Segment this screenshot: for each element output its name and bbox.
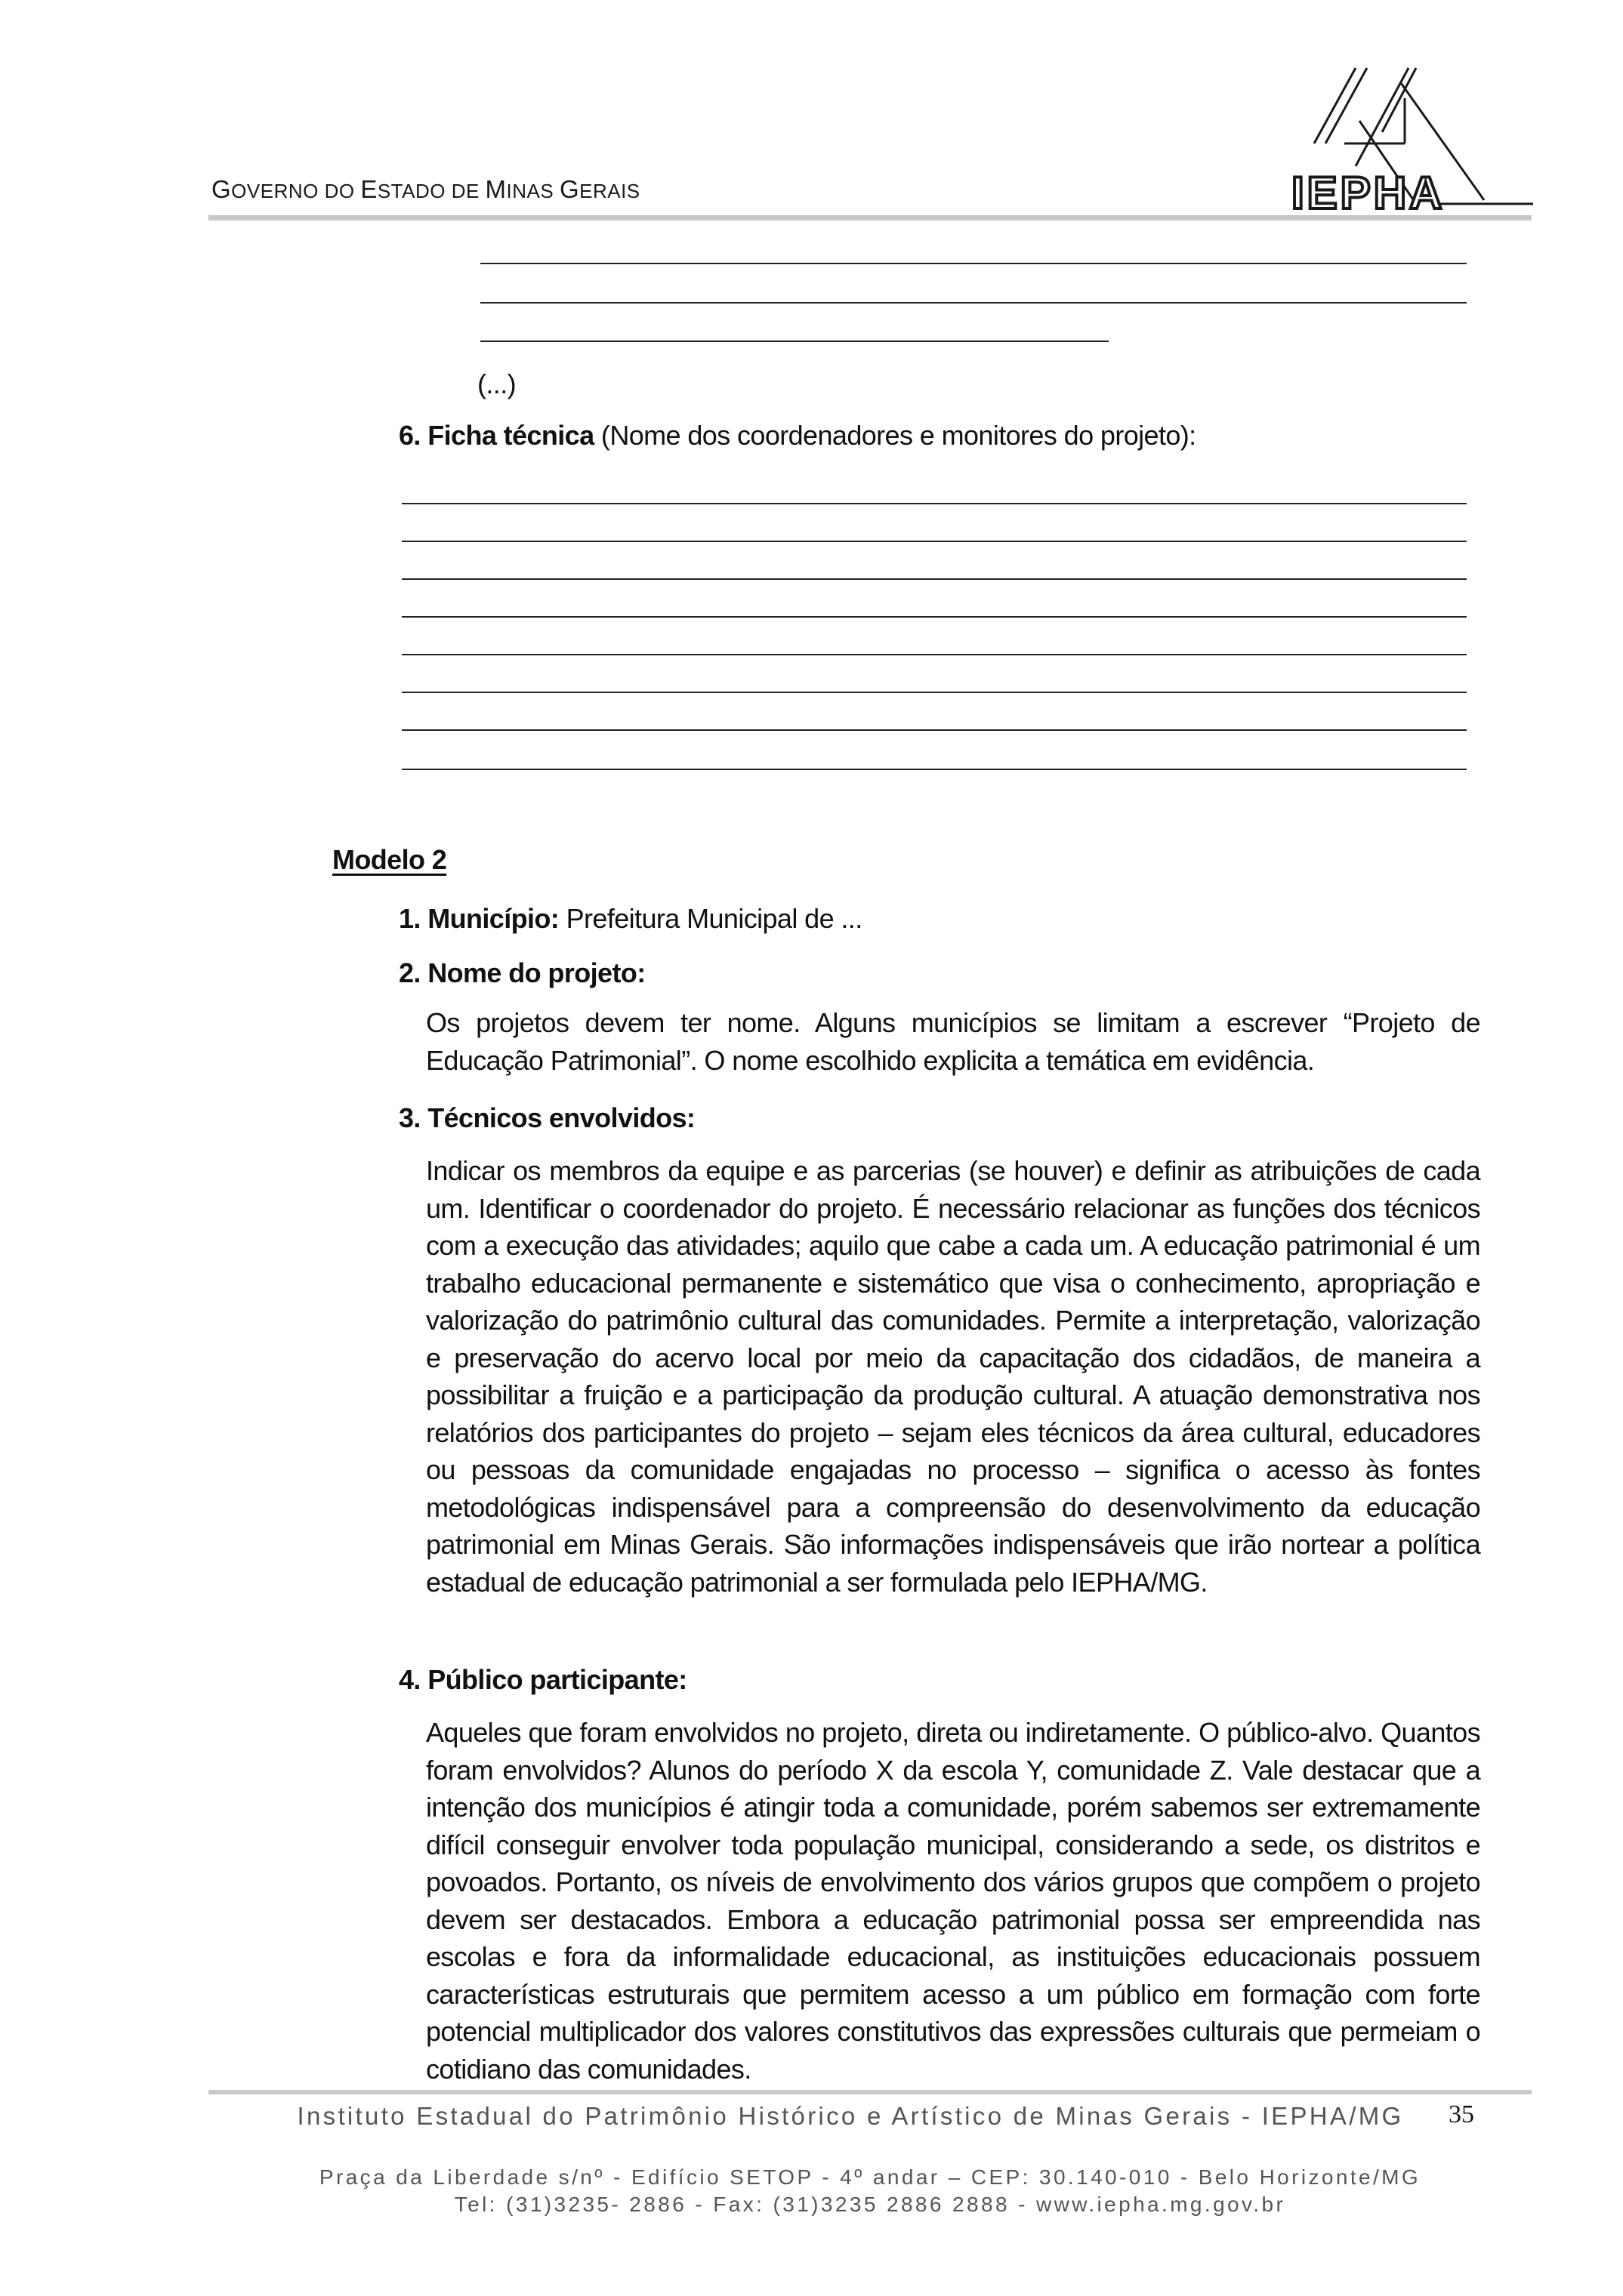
footer-divider xyxy=(208,2090,1532,2094)
blank-line xyxy=(480,302,1467,304)
item-6-title: 6. Ficha técnica xyxy=(399,420,594,451)
item-4-paragraph: Aqueles que foram envolvidos no projeto, direta ou indiretamente. O público-alvo. Quantos foram envolvidos? Alunos do período X da escola Y, comunidade Z. Vale destacar que a intenção dos municípios é atingir toda a comunidade, porém sabemos ser extremamente difícil conseguir envolver toda população municipal, considerando a sede, os distritos e povoados. Portanto, os níveis de envolvimento dos vários grupos que compõem o projeto devem ser destacados. Embora a educação patrimonial possa ser empreendida nas escolas e fora da informalidade educacional, as instituições educacionais possuem características estruturais que permitem acesso a um público em formação com forte potencial multiplicador dos valores constitutivos das expressões culturais que permeiam o cotidiano das comunidades. xyxy=(426,1717,1480,2085)
blank-line xyxy=(480,341,1109,342)
footer-address-block xyxy=(208,2164,1532,2218)
header-cap-4: G xyxy=(559,175,580,203)
blank-line xyxy=(402,503,1467,504)
item-3-title: 3. Técnicos envolvidos: xyxy=(399,1102,696,1133)
header-cap-1: G xyxy=(211,175,232,203)
header-divider xyxy=(208,215,1532,220)
item-6-ficha-tecnica xyxy=(399,420,1196,451)
item-1-value: Prefeitura Municipal de ... xyxy=(559,903,862,934)
item-1-municipio xyxy=(399,903,862,935)
footer-institute: Instituto Estadual do Patrimônio Histórico e Artístico de Minas Gerais - IEPHA/MG xyxy=(297,2102,1404,2130)
logo-text: IEPHA xyxy=(1291,168,1446,211)
header-cap-2: E xyxy=(360,175,378,203)
header-rest-3: INAS xyxy=(506,180,560,202)
item-4-title: 4. Público participante: xyxy=(399,1664,687,1695)
iepha-logo xyxy=(1284,60,1533,211)
item-6-description: (Nome dos coordenadores e monitores do projeto): xyxy=(594,420,1196,451)
ellipsis-text: (...) xyxy=(477,368,516,399)
blank-line xyxy=(402,578,1467,580)
blank-line xyxy=(402,692,1467,693)
footer-contact: Tel: (31)3235- 2886 - Fax: (31)3235 2886 2888 - www.iepha.mg.gov.br xyxy=(454,2193,1286,2216)
header-rest-1: OVERNO DO xyxy=(231,180,361,202)
item-3-paragraph: Indicar os membros da equipe e as parcerias (se houver) e definir as atribuições de cada um. Identificar o coordenador do projeto. É necessário relacionar as funções dos técnicos com a execução das atividades; aquilo que cabe a cada um. A educação patrimonial é um trabalho educacional permanente e sistemático que visa o conhecimento, apropriação e valorização do patrimônio cultural das comunidades. Permite a interpretação, valorização e preservação do acervo local por meio da capacitação dos cidadãos, de maneira a possibilitar a fruição e a participação da produção cultural. A atuação demonstrativa nos relatórios dos participantes do projeto – sejam eles técnicos da área cultural, educadores ou pessoas da comunidade engajadas no processo – significa o acesso às fontes metodológicas indispensável para a compreensão do desenvolvimento da educação patrimonial em Minas Gerais. São informações indispensáveis que irão nortear a política estadual de educação patrimonial a ser formulada pelo IEPHA/MG. xyxy=(426,1155,1480,1598)
item-1-title: 1. Município: xyxy=(399,903,560,934)
item-2-title: 2. Nome do projeto: xyxy=(399,957,646,988)
blank-line xyxy=(402,769,1467,770)
header-rest-2: STADO DE xyxy=(377,180,486,202)
blank-line xyxy=(480,263,1467,264)
government-header xyxy=(211,175,640,204)
item-2-paragraph: Os projetos devem ter nome. Alguns municípios se limitam a escrever “Projeto de Educação Patrimonial”. O nome escolhido explicita a temática em evidência. xyxy=(426,1007,1480,1076)
modelo-2-heading: Modelo 2 xyxy=(332,844,447,875)
footer-address: Praça da Liberdade s/nº - Edifício SETOP - 4º andar – CEP: 30.140-010 - Belo Horizonte/MG xyxy=(319,2165,1421,2189)
blank-line xyxy=(402,541,1467,542)
header-cap-3: M xyxy=(485,175,507,203)
header-rest-4: ERAIS xyxy=(579,180,640,202)
blank-line xyxy=(402,729,1467,731)
blank-line xyxy=(402,654,1467,655)
page-number: 35 xyxy=(1449,2100,1474,2128)
blank-line xyxy=(402,616,1467,618)
